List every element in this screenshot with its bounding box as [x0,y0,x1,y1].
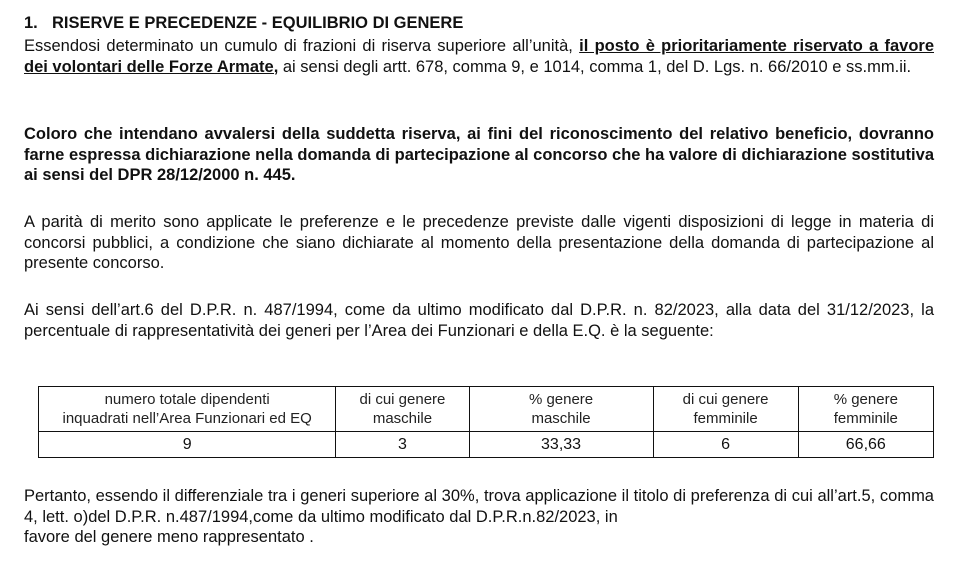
paragraph-preferences: A parità di merito sono applicate le preferenze e le precedenze previste dalle vigenti disposizioni di legge in materia di concorsi pubblici, a condizione che siano dichiarate al momento della presentazione della domanda di partecipazione al presente concorso. [24,213,934,272]
paragraph-reserve [24,36,934,77]
table-header-row [39,387,934,432]
table-header-cell: di cui genere femminile [653,387,798,432]
table-row [39,432,934,458]
paragraph-conclusion [24,486,934,548]
gender-table [38,386,934,458]
paragraph-declaration: Coloro che intendano avvalersi della suddetta riserva, ai fini del riconoscimento del relativo beneficio, dovranno farne espressa dichiarazione nella domanda di partecipazione al concorso che ha valore di dichiarazione sostitutiva ai sensi del DPR 28/12/2000 n. 445. [24,125,934,184]
table-header-cell: di cui genere maschile [336,387,469,432]
paragraph-representativeness: Ai sensi dell’art.6 del D.P.R. n. 487/1994, come da ultimo modificato dal D.P.R. n. 82/2023, alla data del 31/12/2023, la percentuale di rappresentatività dei generi per l’Area dei Funzionari e della E.Q. è la seguente: [24,301,934,340]
table-cell-female: 6 [653,432,798,458]
paragraph-reserve-underlined: il posto è prioritariamente riservato a favore dei volontari delle Forze Armate, [24,37,934,76]
paragraph-conclusion-last-line: favore del genere meno rappresentato . [24,528,314,546]
table-cell-total: 9 [39,432,336,458]
section-heading [24,13,934,34]
table-cell-male: 3 [336,432,469,458]
table-cell-male-percent: 33,33 [469,432,653,458]
paragraph-reserve-tail: ai sensi degli artt. 678, comma 9, e 1014, comma 1, del D. Lgs. n. 66/2010 e ss.mm.ii. [278,57,912,76]
section-title: RISERVE E PRECEDENZE - EQUILIBRIO DI GENERE [52,14,464,32]
table-header-cell: % genere femminile [798,387,933,432]
table-cell-female-percent: 66,66 [798,432,933,458]
table-header-cell: numero totale dipendenti inquadrati nell’Area Funzionari ed EQ [39,387,336,432]
paragraph-conclusion-body: Pertanto, essendo il differenziale tra i generi superiore al 30%, trova applicazione il titolo di preferenza di cui all’art.5, comma 4, lett. o)del D.P.R. n.487/1994,come da ultimo modificato dal D.P.R.n.82/2023, in [24,487,934,526]
table-header-cell: % genere maschile [469,387,653,432]
section-number: 1. [24,14,38,32]
paragraph-reserve-text: Essendosi determinato un cumulo di frazioni di riserva superiore all’unità, [24,37,580,55]
